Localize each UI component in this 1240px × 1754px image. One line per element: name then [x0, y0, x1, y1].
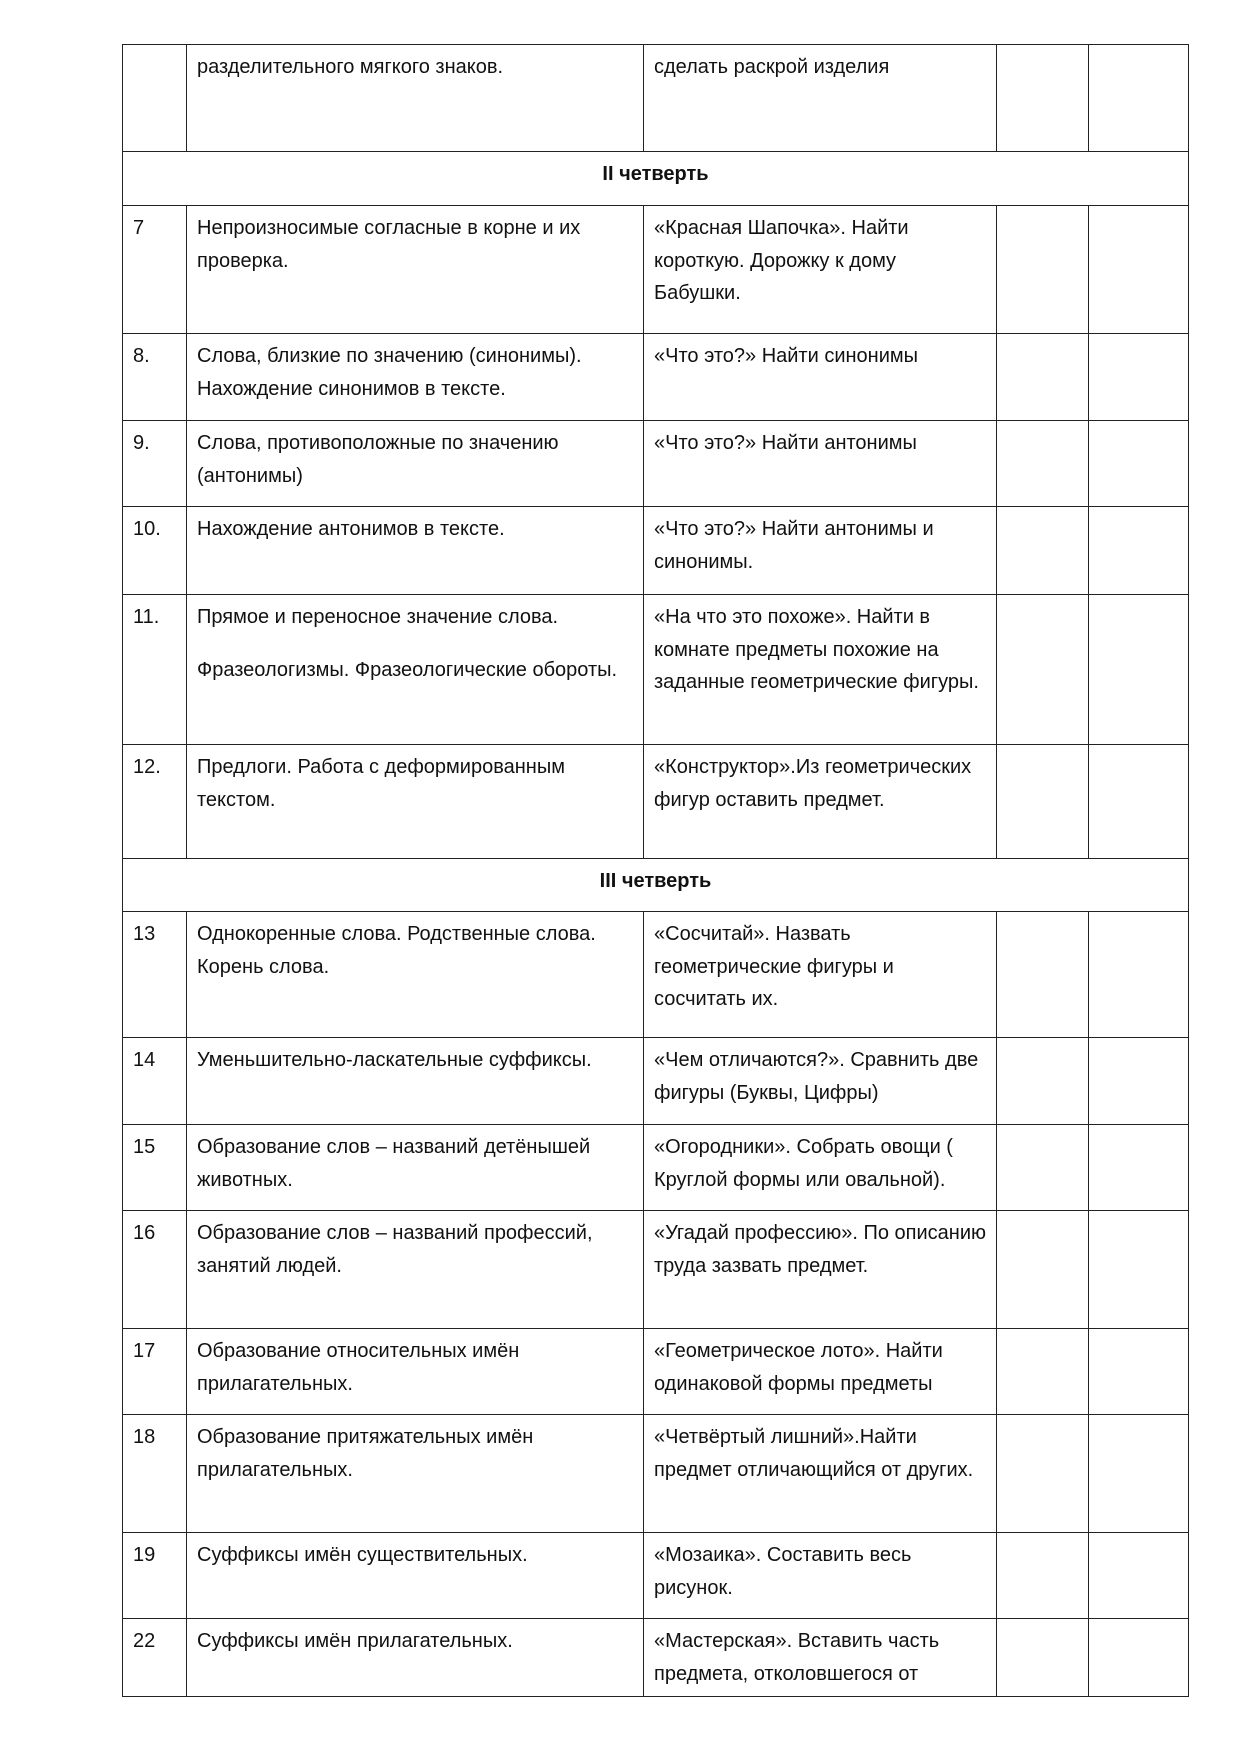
row-number-cell: 18: [123, 1415, 187, 1533]
empty-cell: [1089, 745, 1189, 859]
topic-cell: Суффиксы имён существительных.: [187, 1533, 644, 1619]
topic-cell: Образование слов – названий детёнышей животных.: [187, 1125, 644, 1211]
empty-cell: [997, 1125, 1089, 1211]
row-number-cell: 22: [123, 1619, 187, 1697]
activity-cell: «Мозаика». Составить весь рисунок.: [644, 1533, 997, 1619]
activity-cell: «Чем отличаются?». Сравнить две фигуры (Буквы, Цифры): [644, 1038, 997, 1125]
activity-cell: «На что это похоже». Найти в комнате предметы похожие на заданные геометрические фигуры.: [644, 595, 997, 745]
empty-cell: [1089, 595, 1189, 745]
empty-cell: [997, 1038, 1089, 1125]
empty-cell: [1089, 1211, 1189, 1329]
table-row: [123, 206, 1189, 334]
row-number-cell: 15: [123, 1125, 187, 1211]
activity-cell: «Конструктор».Из геометрических фигур оставить предмет.: [644, 745, 997, 859]
empty-cell: [997, 206, 1089, 334]
activity-cell: «Что это?» Найти антонимы и синонимы.: [644, 507, 997, 595]
empty-cell: [997, 595, 1089, 745]
section-row: [123, 859, 1189, 912]
topic-text: Прямое и переносное значение слова.: [197, 606, 559, 628]
row-number-cell: 17: [123, 1329, 187, 1415]
activity-cell: «Огородники». Собрать овощи ( Круглой формы или овальной).: [644, 1125, 997, 1211]
row-number-cell: 13: [123, 912, 187, 1038]
topic-cell: Суффиксы имён прилагательных.: [187, 1619, 644, 1697]
activity-cell: «Красная Шапочка». Найти короткую. Дорожку к дому Бабушки.: [644, 206, 997, 334]
table-row: [123, 45, 1189, 152]
row-number-cell: 8.: [123, 334, 187, 421]
topic-cell: Слова, противоположные по значению (антонимы): [187, 421, 644, 507]
activity-cell: «Сосчитай». Назвать геометрические фигуры и сосчитать их.: [644, 912, 997, 1038]
table-row: [123, 1415, 1189, 1533]
table-row: [123, 334, 1189, 421]
empty-cell: [1089, 1125, 1189, 1211]
table-row: [123, 912, 1189, 1038]
section-heading: II четверть: [123, 152, 1189, 206]
row-number-cell: [123, 45, 187, 152]
activity-cell: «Угадай профессию». По описанию труда зазвать предмет.: [644, 1211, 997, 1329]
topic-cell: Однокоренные слова. Родственные слова. Корень слова.: [187, 912, 644, 1038]
activity-cell: «Геометрическое лото». Найти одинаковой формы предметы: [644, 1329, 997, 1415]
row-number-cell: 9.: [123, 421, 187, 507]
section-row: [123, 152, 1189, 206]
topic-cell: Образование относительных имён прилагательных.: [187, 1329, 644, 1415]
topic-cell: Уменьшительно-ласкательные суффиксы.: [187, 1038, 644, 1125]
row-number-cell: 19: [123, 1533, 187, 1619]
section-heading: III четверть: [123, 859, 1189, 912]
topic-cell: Слова, близкие по значению (синонимы). Нахождение синонимов в тексте.: [187, 334, 644, 421]
empty-cell: [997, 45, 1089, 152]
empty-cell: [1089, 334, 1189, 421]
table-row: [123, 421, 1189, 507]
topic-cell: [187, 595, 644, 745]
table-row: [123, 595, 1189, 745]
empty-cell: [997, 1415, 1089, 1533]
row-number-cell: 11.: [123, 595, 187, 745]
topic-cell: Образование притяжательных имён прилагательных.: [187, 1415, 644, 1533]
row-number-cell: 12.: [123, 745, 187, 859]
empty-cell: [1089, 206, 1189, 334]
row-number-cell: 10.: [123, 507, 187, 595]
lesson-plan-table: [122, 44, 1189, 1697]
topic-cell: Непроизносимые согласные в корне и их проверка.: [187, 206, 644, 334]
topic-text-extra: Фразеологизмы. Фразеологические обороты.: [197, 658, 618, 681]
topic-cell: Образование слов – названий профессий, занятий людей.: [187, 1211, 644, 1329]
table-row: [123, 507, 1189, 595]
row-number-cell: 16: [123, 1211, 187, 1329]
empty-cell: [1089, 1619, 1189, 1697]
activity-cell: «Что это?» Найти синонимы: [644, 334, 997, 421]
activity-cell: «Что это?» Найти антонимы: [644, 421, 997, 507]
topic-cell: Нахождение антонимов в тексте.: [187, 507, 644, 595]
empty-cell: [1089, 1038, 1189, 1125]
activity-cell: сделать раскрой изделия: [644, 45, 997, 152]
topic-cell: разделительного мягкого знаков.: [187, 45, 644, 152]
table-row: [123, 1211, 1189, 1329]
empty-cell: [1089, 421, 1189, 507]
empty-cell: [997, 1211, 1089, 1329]
table-row: [123, 1038, 1189, 1125]
activity-cell: «Мастерская». Вставить часть предмета, отколовшегося от: [644, 1619, 997, 1697]
topic-cell: Предлоги. Работа с деформированным текстом.: [187, 745, 644, 859]
table-row: [123, 1619, 1189, 1697]
row-number-cell: 14: [123, 1038, 187, 1125]
table-row: [123, 1125, 1189, 1211]
empty-cell: [997, 1533, 1089, 1619]
table-row: [123, 745, 1189, 859]
empty-cell: [997, 745, 1089, 859]
empty-cell: [997, 912, 1089, 1038]
empty-cell: [997, 1619, 1089, 1697]
empty-cell: [1089, 1415, 1189, 1533]
empty-cell: [1089, 1329, 1189, 1415]
empty-cell: [997, 1329, 1089, 1415]
empty-cell: [1089, 912, 1189, 1038]
empty-cell: [997, 507, 1089, 595]
empty-cell: [997, 421, 1089, 507]
empty-cell: [1089, 507, 1189, 595]
activity-cell: «Четвёртый лишний».Найти предмет отличающийся от других.: [644, 1415, 997, 1533]
row-number-cell: 7: [123, 206, 187, 334]
table-row: [123, 1329, 1189, 1415]
empty-cell: [997, 334, 1089, 421]
empty-cell: [1089, 45, 1189, 152]
table-row: [123, 1533, 1189, 1619]
empty-cell: [1089, 1533, 1189, 1619]
